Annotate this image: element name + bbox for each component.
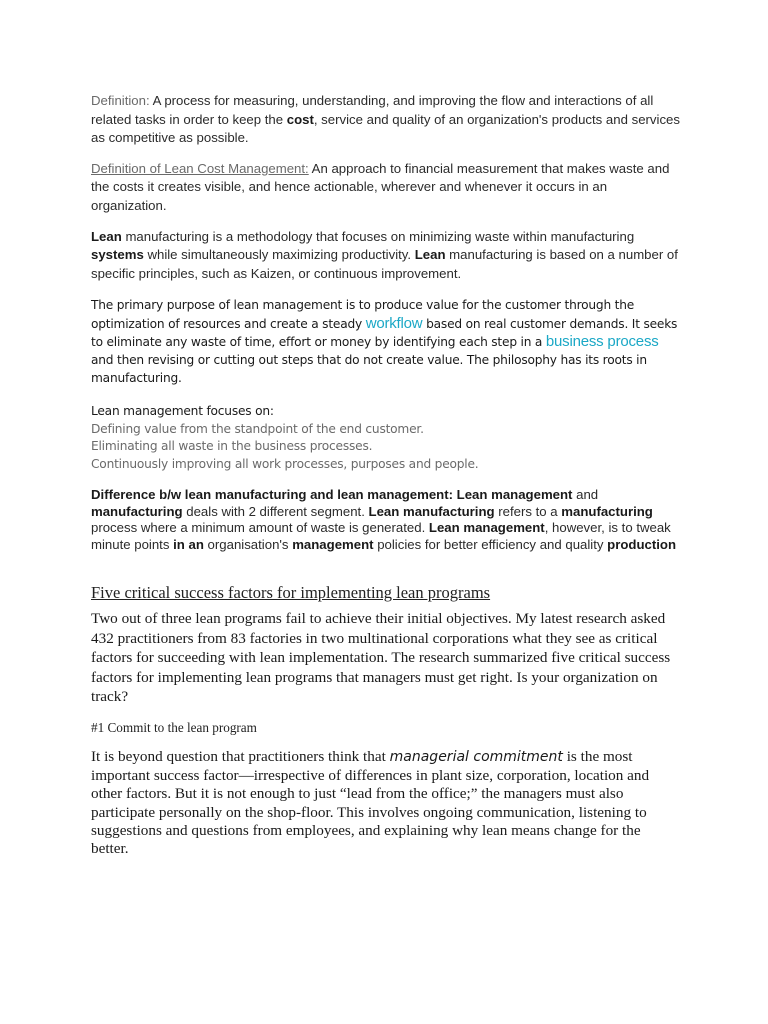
diff-text-2: deals with 2 different segment. bbox=[182, 503, 369, 519]
lean-text-b: while simultaneously maximizing productivity. bbox=[143, 247, 415, 263]
commitment-text-b: is the most important success factor—irrespective of differences in plant size, corporation, location and other factors. But it is not enough to just “lead from the office;” the managers must also participate personally on the shop-floor. This involves ongoing communication, listening to suggestions and questions from employees, and explaining why lean means change for the better. bbox=[91, 748, 650, 858]
lean-text-c: manufacturing is based on a number of specific principles, such as Kaizen, or continuous improvement. bbox=[91, 247, 678, 281]
purpose-text-b: based on real customer demands. It seeks to eliminate any waste of time, effort or money by identifying each step in a bbox=[91, 316, 678, 349]
bold-production: production bbox=[607, 536, 677, 552]
bold-difference: Difference b/w lean manufacturing and lean management: Lean management bbox=[91, 487, 573, 503]
list-item: Continuously improving all work processes, purposes and people. bbox=[91, 456, 479, 471]
bold-lean: Lean bbox=[91, 228, 122, 244]
commitment-paragraph bbox=[91, 748, 681, 858]
bold-manufacturing-2: manufacturing bbox=[561, 503, 653, 519]
diff-text-6: organisation's bbox=[203, 536, 293, 552]
diff-text-7: policies for better efficiency and quality bbox=[373, 536, 608, 552]
bold-in-an: in an bbox=[173, 536, 204, 552]
definition-label: Definition: bbox=[91, 93, 150, 108]
definition-paragraph bbox=[91, 92, 681, 148]
subsection-heading: #1 Commit to the lean program bbox=[91, 720, 257, 736]
workflow-link[interactable]: workflow bbox=[365, 314, 423, 332]
bold-systems: systems bbox=[91, 247, 144, 263]
purpose-text-c: and then revising or cutting out steps that do not create value. The philosophy has its roots in manufacturing. bbox=[91, 352, 647, 386]
document-body bbox=[91, 92, 681, 859]
lean-cost-definition-text: An approach to financial measurement that makes waste and the costs it creates visible, and hence actionable, wherever and whenever it occurs in an organization. bbox=[91, 160, 670, 213]
definition-text: A process for measuring, understanding, and improving the flow and interactions of all related tasks in order to keep the bbox=[91, 93, 654, 127]
bold-management: management bbox=[292, 536, 374, 552]
commitment-text-a: It is beyond question that practitioners think that bbox=[91, 748, 390, 766]
list-item: Defining value from the standpoint of the end customer. bbox=[91, 421, 424, 436]
lean-cost-definition-label: Definition of Lean Cost Management: bbox=[91, 160, 309, 176]
bold-lean-management: Lean management bbox=[428, 520, 545, 536]
lean-text-a: manufacturing is a methodology that focuses on minimizing waste within manufacturing bbox=[121, 228, 635, 244]
difference-paragraph bbox=[91, 487, 681, 553]
diff-text-3: refers to a bbox=[494, 503, 562, 519]
lean-focus-intro: Lean management focuses on: bbox=[91, 404, 274, 419]
list-item: Eliminating all waste in the business processes. bbox=[91, 439, 373, 454]
business-process-link[interactable]: business process bbox=[545, 332, 659, 350]
bold-lean-manufacturing: Lean manufacturing bbox=[368, 503, 495, 519]
lean-focus-list bbox=[91, 403, 681, 473]
italic-managerial-commitment: managerial commitment bbox=[389, 749, 563, 766]
bold-manufacturing: manufacturing bbox=[91, 503, 183, 519]
diff-text-1: and bbox=[572, 487, 599, 503]
definition-text-end: , service and quality of an organization's products and services as competitive as possible. bbox=[91, 111, 680, 146]
section-heading: Five critical success factors for implementing lean programs bbox=[91, 583, 491, 603]
lean-programs-paragraph: Two out of three lean programs fail to achieve their initial objectives. My latest research asked 432 practitioners from 83 factories in two multinational corporations what they see as critical factors for succeeding with lean implementation. The research summarized five critical success factors for implementing lean programs that managers must get right. Is your organization on track? bbox=[91, 610, 671, 705]
lean-manufacturing-paragraph bbox=[91, 228, 681, 284]
lean-cost-definition-paragraph bbox=[91, 160, 681, 216]
purpose-text-a: The primary purpose of lean management is to produce value for the customer through the optimization of resources and create a steady bbox=[91, 298, 635, 331]
lean-management-purpose-paragraph bbox=[91, 296, 681, 387]
diff-text-5: , however, is to tweak minute points bbox=[91, 520, 671, 552]
bold-lean-2: Lean bbox=[414, 247, 446, 263]
bold-cost: cost bbox=[286, 111, 314, 127]
diff-text-4: process where a minimum amount of waste is generated. bbox=[91, 520, 429, 536]
